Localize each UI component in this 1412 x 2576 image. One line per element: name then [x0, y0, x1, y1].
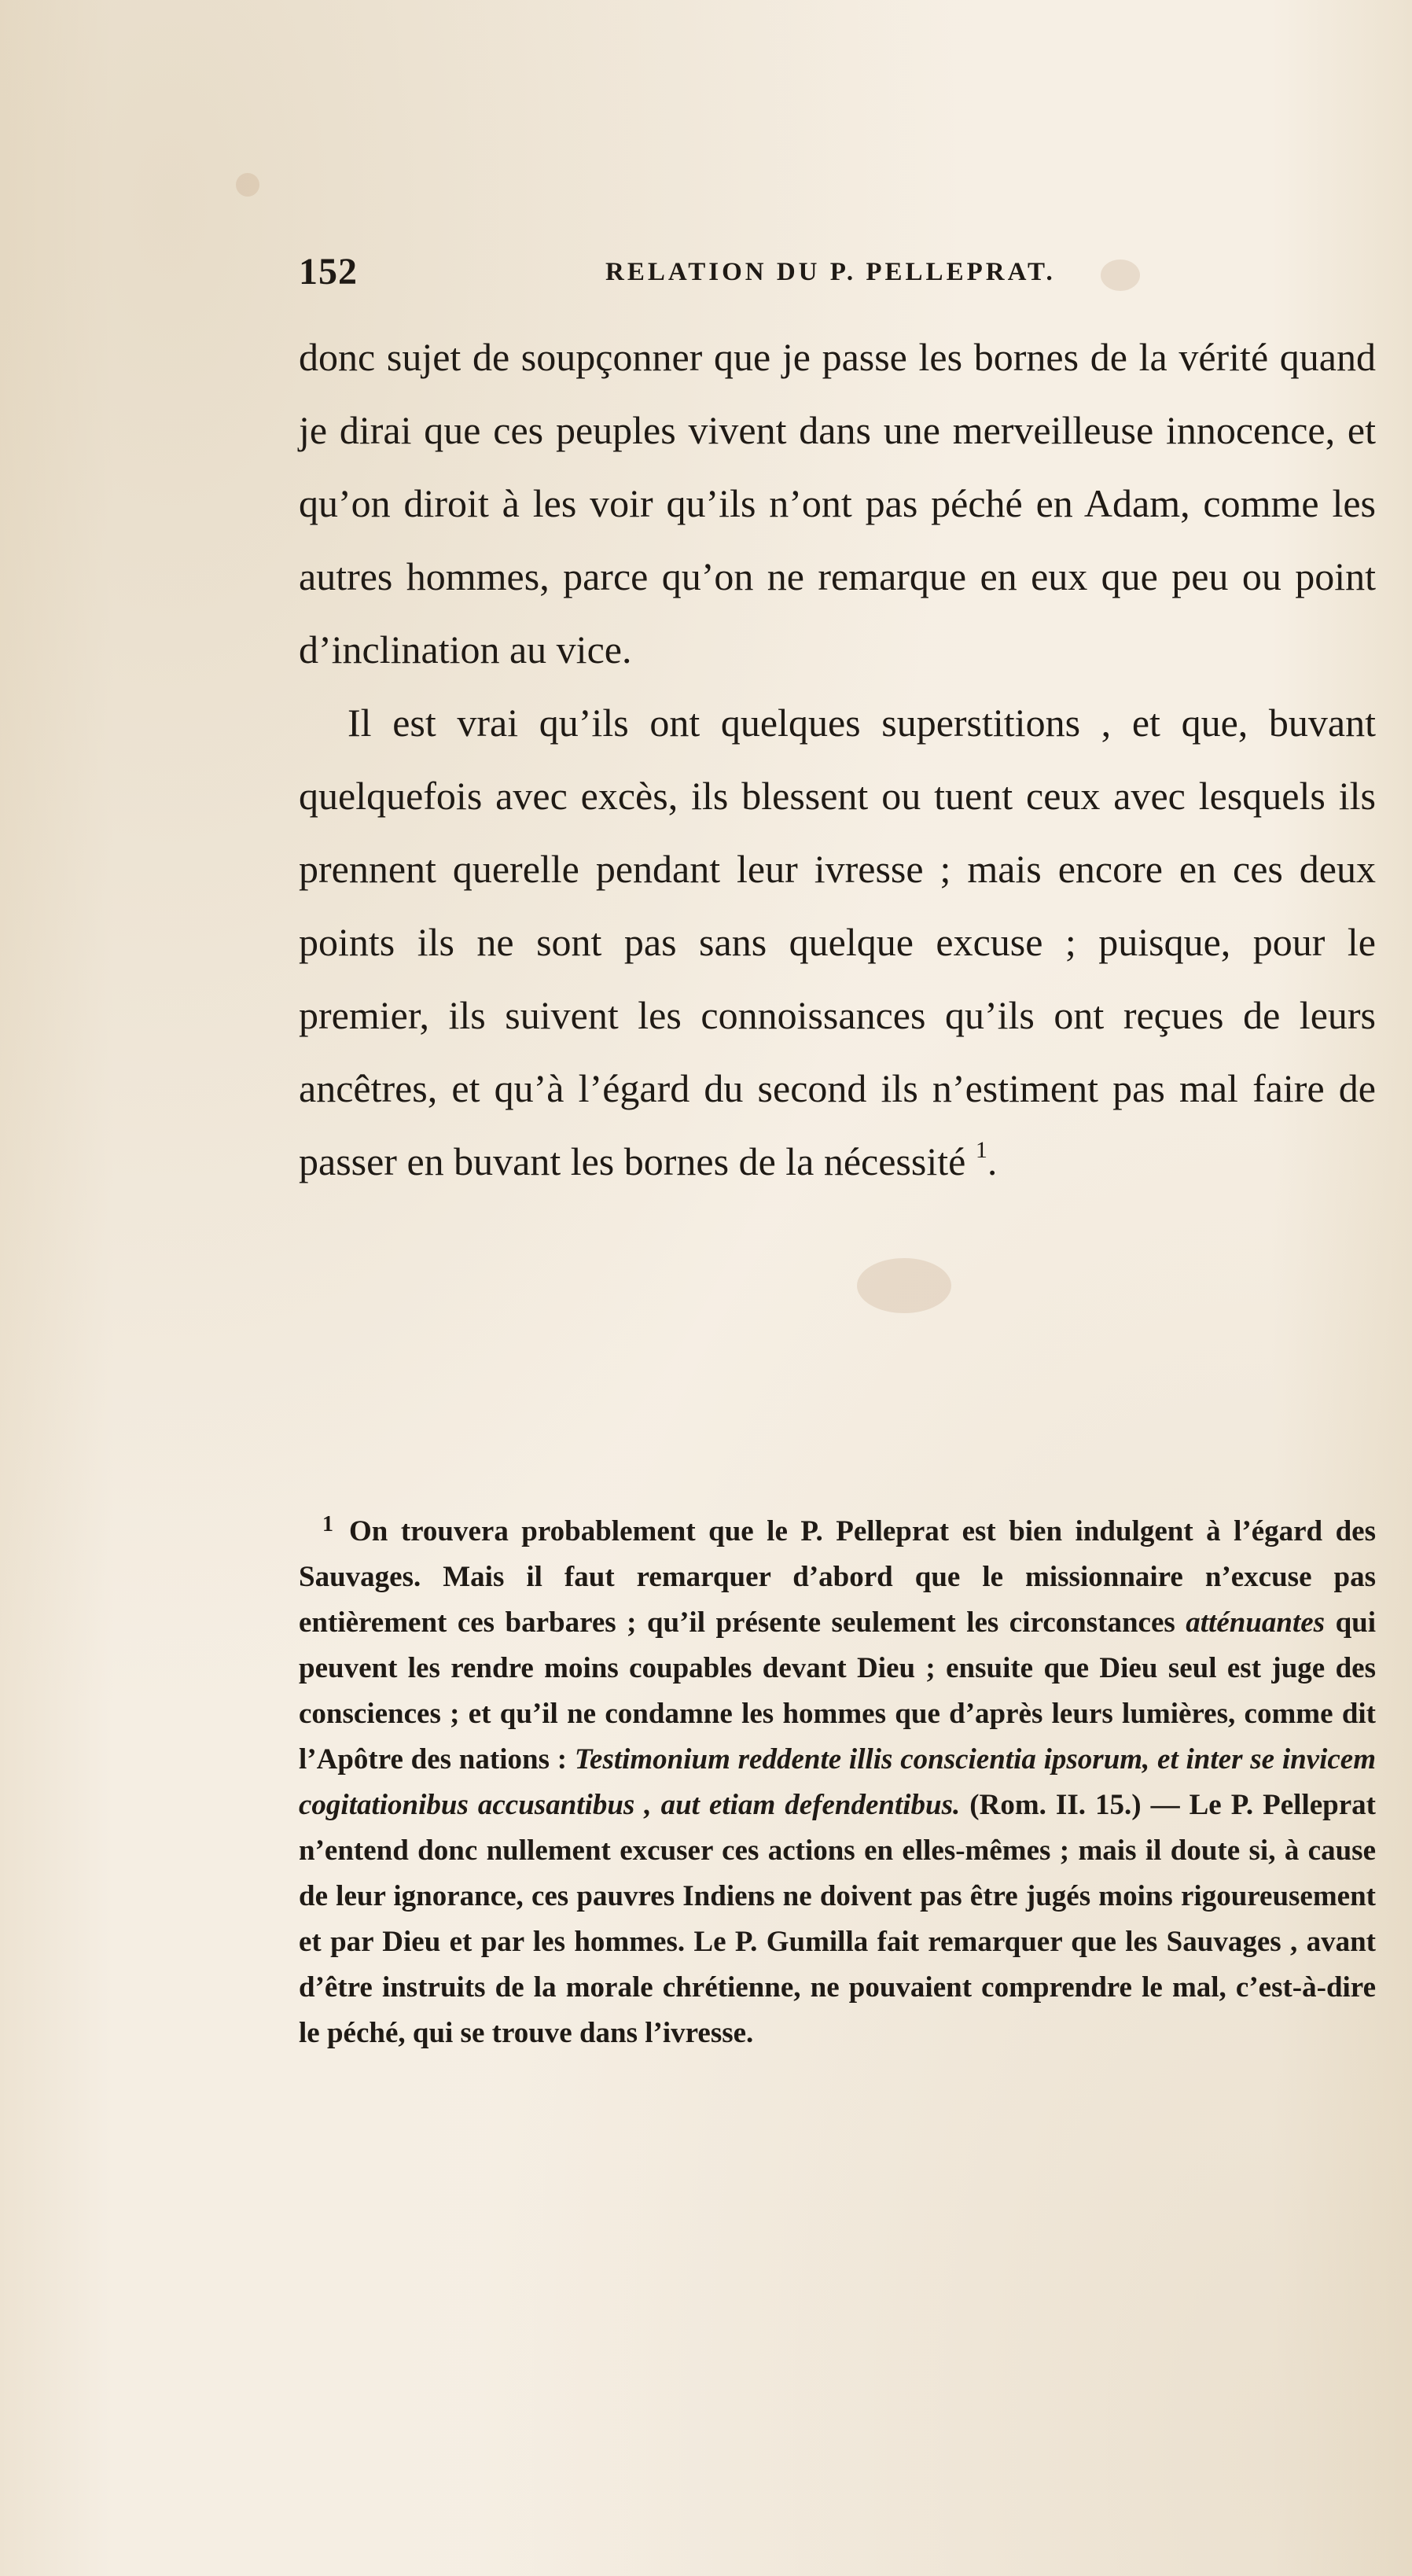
paragraph-2	[299, 686, 1376, 1198]
footnote-text-1: On trouvera probablement que le P. Pelleprat est bien indulgent à l’égard des Sauvages. Mais il faut remarquer d’abord que le missionnaire n’excuse pas entièrement ces barbares ; qu’il présente seulement les circonstances	[299, 1515, 1376, 1639]
page-number: 152	[299, 251, 358, 293]
running-head	[299, 250, 1116, 297]
paper-stain	[857, 1258, 951, 1313]
body-text	[299, 321, 1376, 1198]
footnote-italic-1: atténuantes	[1186, 1606, 1326, 1639]
footnote	[299, 1502, 1376, 2056]
footnote-text-2: qui peuvent les rendre moins coupables devant Dieu ; ensuite que Dieu seul est juge des consciences ; et qu’il ne condamne les hommes que d’après leurs lumières, comme dit l’Apôtre des nations :	[299, 1606, 1377, 1776]
paper-stain	[236, 173, 259, 197]
footnote-reference: 1	[975, 1137, 987, 1163]
paragraph-1: donc sujet de soupçonner que je passe les bornes de la vérité quand je dirai que ces peuples vivent dans une merveilleuse innocence, et qu’on diroit à les voir qu’ils n’ont pas péché en Adam, comme les autres hommes, parce qu’on ne remarque en eux que peu ou point d’inclination au vice.	[299, 335, 1376, 672]
footnote-number: 1	[322, 1512, 333, 1536]
footnote-italic-2: Testimonium reddente illis conscientia ipsorum, et inter se invicem cogitationibus accusantibus , aut etiam defendentibus.	[299, 1743, 1376, 1821]
footnote-text-3: (Rom. II. 15.) — Le P. Pelleprat n’entend donc nullement excuser ces actions en elles-mêmes ; mais il doute si, à cause de leur ignorance, ces pauvres Indiens ne doivent pas être jugés moins rigoureusement et par Dieu et par les hommes. Le P. Gumilla fait remarquer que les Sauvages , avant d’être instruits de la morale chrétienne, ne pouvaient comprendre le mal, c’est-à-dire le péché, qui se trouve dans l’ivresse.	[299, 1789, 1376, 2049]
paragraph-2-end: .	[987, 1139, 998, 1183]
running-title: RELATION DU P. PELLEPRAT.	[605, 258, 1056, 286]
paragraph-2-text: Il est vrai qu’ils ont quelques superstitions , et que, buvant quelquefois avec excès, ils blessent ou tuent ceux avec lesquels ils prennent querelle pendant leur ivresse ; mais encore en ces deux points ils ne sont pas sans quelque excuse ; puisque, pour le premier, ils suivent les connoissances qu’ils ont reçues de leurs ancêtres, et qu’à l’égard du second ils n’estiment pas mal faire de passer en buvant les bornes de la nécessité	[299, 701, 1376, 1183]
